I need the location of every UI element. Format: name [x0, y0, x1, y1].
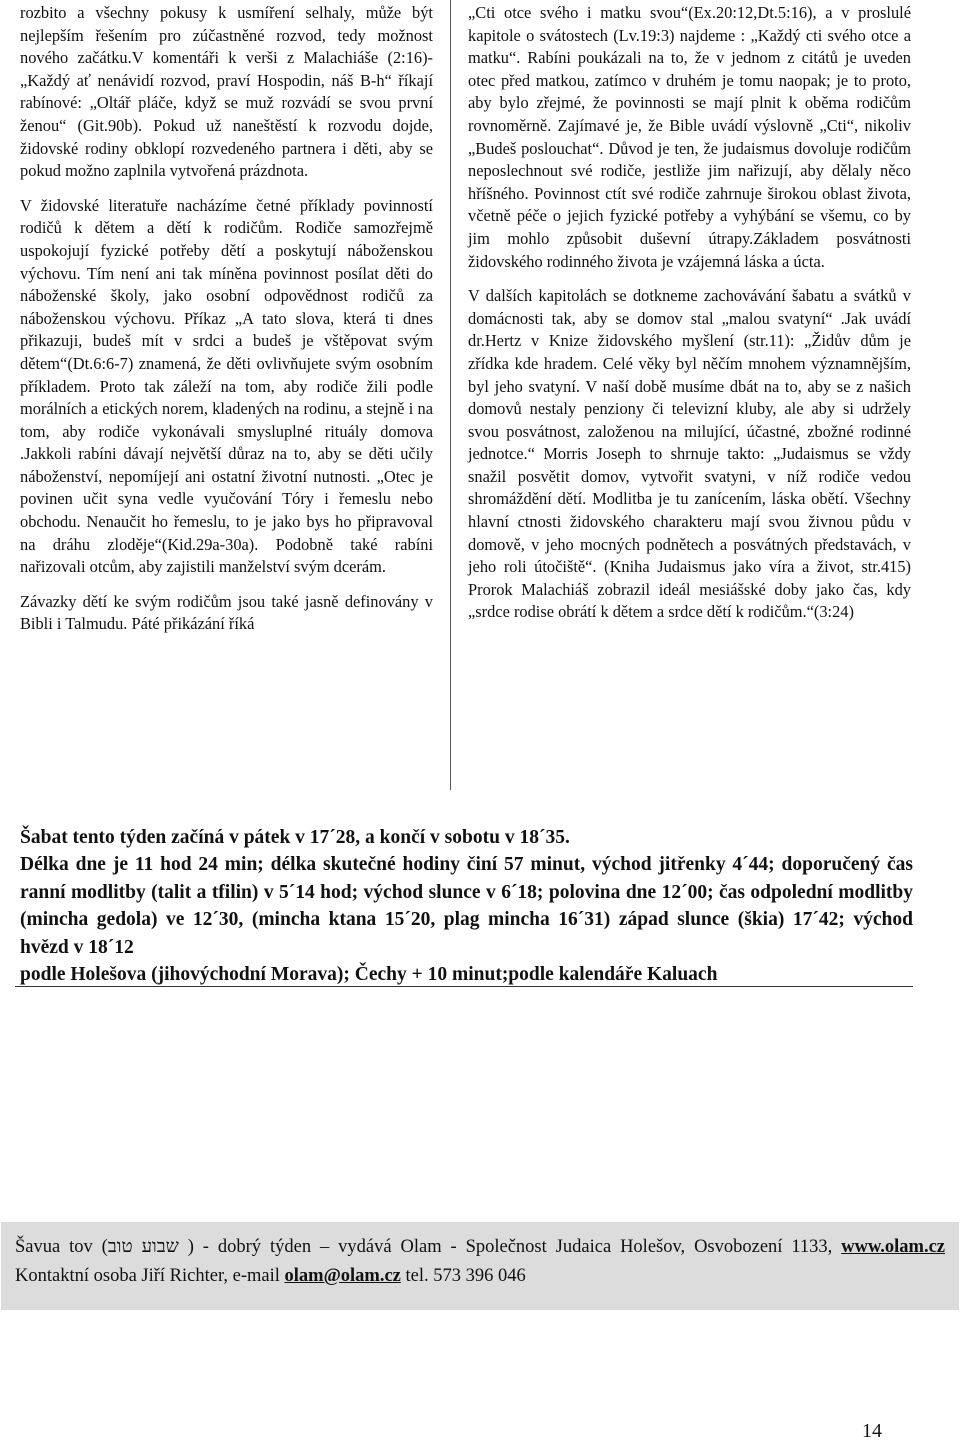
right-text-column	[468, 2, 911, 624]
shabbat-times-block	[20, 824, 913, 988]
left-paragraph-2: V židovské literatuře nacházíme četné příklady povinností rodičů k dětem a dětí k rodičům. Rodiče samozřejmě uspokojují fyzické potřeby dětí a poskytují náboženskou výchovu. Tím není ani tak míněna povinnost posílat děti do náboženské školy, jako osobní odpovědnost rodičů za náboženskou výchovu. Příkaz „A tato slova, která ti dnes přikazuji, budeš mít v srdci a budeš je vštěpovat svým dětem“(Dt.6:6-7) znamená, že děti ovlivňujete svým osobním příkladem. Proto tak záleží na tom, aby rodiče žili podle morálních a etických norem, kladených na rodinu, a stejně i na tom, aby rodiče vykonávali smysluplné rituály domova .Jakkoli rabíni dávají největší důraz na to, aby se děti učily náboženství, nepomíjejí ani ostatní životní nutnosti. „Otec je povinen učit syna vedle vyučování Tóry i řemeslu nebo obchodu. Nenaučit ho řemeslu, to je jako bys ho připravoval na dráhu zloděje“(Kid.29a-30a). Podobně také rabíni nařizovali otcům, aby zajistili manželství svým dcerám.	[20, 195, 433, 577]
right-paragraph-1: „Cti otce svého i matku svou“(Ex.20:12,Dt.5:16), a v proslulé kapitole o svátostech (Lv.19:3) najdeme : „Každý cti svého otce a matku“. Rabíni poukázali na to, že v jednom z citátů je uveden otec před matkou, zatímco v druhém je tomu naopak; je to proto, aby bylo zřejmé, že povinnosti se mají plnit k oběma rodičům rovnoměrně. Zajímavé je, že Bible uvádí výslovně „Cti“, nikoliv „Budeš poslouchat“. Důvod je ten, že judaismus dovoluje rodičům neposlechnout své rodiče, jestliže jim nařizují, aby dělaly něco hříšného. Povinnost ctít své rodiče zahrnuje širokou oblast života, včetně péče o jejich fyzické potřeby a vyhýbání se všemu, co by jim mohlo způsobit duševní útrapy.Základem posvátnosti židovského rodinného života je vzájemná láska a úcta.	[468, 3, 911, 271]
footer-text	[15, 1233, 945, 1291]
footer-hebrew: שבוע טוב	[107, 1237, 179, 1257]
footer-part-3: Kontaktní osoba Jiří Richter, e-mail	[15, 1266, 280, 1286]
shabbat-start-end: Šabat tento týden začíná v pátek v 17´28, a končí v sobotu v 18´35.	[20, 827, 570, 848]
shabbat-day-details: Délka dne je 11 hod 24 min; délka skutečné hodiny činí 57 minut, východ jitřenky 4´44; doporučený čas ranní modlitby (talit a tfilin) v 5´14 hod; východ slunce v 6´18; polovina dne 12´00; čas odpolední modlitby (mincha gedola) ve 12´30, (mincha ktana 15´20, plag mincha 16´31) západ slunce (škia) 17´42; východ hvězd v 18´12	[20, 854, 913, 958]
right-paragraph-2: V dalších kapitolách se dotkneme zachovávání šabatu a svátků v domácnosti tak, aby se domov stal „malou svatyní“ .Jak uvádí dr.Hertz v Knize židovského myšlení (str.11): „Židův dům je zřídka kde hradem. Celé věky byl něčím mnohem významnějším, byl jeho svatyní. V naší době musíme dbát na to, aby se z našich domovů nestaly penziony či televizní kluby, ale aby si udržely svou posvátnost, založenou na milující, účastné, zbožné rodinné jednotce.“ Morris Joseph to shrnuje takto: „Judaismus se vždy snažil posvětit domov, vytvořit svatyni, v níž rodiče vedou shromáždění dětí. Modlitba je tu zanícením, láska obětí. Všechny hlavní ctnosti židovského charakteru mají svou živnou půdu v domově, v jeho mocných podnětech a posvátných představách, v jeho roli útočiště“. (Kniha Judaismus jako víra a život, str.415) Prorok Malachiáš zobrazil ideál mesiášské doby jako čas, kdy „srdce rodise obrátí k dětem a srdce dětí k rodičům.“(3:24)	[468, 286, 911, 622]
column-divider	[450, 0, 451, 790]
footer-part-4: tel. 573 396 046	[405, 1266, 526, 1286]
page-number: 14	[862, 1420, 882, 1442]
website-link[interactable]: www.olam.cz	[841, 1237, 946, 1257]
footer-part-1: Šavua tov (	[15, 1237, 108, 1257]
shabbat-location-note: podle Holešova (jihovýchodní Morava); Čechy + 10 minut;podle kalendáře Kaluach	[20, 964, 718, 986]
left-text-column	[20, 2, 433, 636]
email-link[interactable]: olam@olam.cz	[284, 1266, 401, 1286]
left-paragraph-3: Závazky dětí ke svým rodičům jsou také jasně definovány v Bibli i Talmudu. Páté přikázání říká	[20, 591, 433, 634]
publisher-footer	[1, 1222, 959, 1310]
shabbat-underline-rule	[15, 986, 913, 987]
left-paragraph-1: rozbito a všechny pokusy k usmíření selhaly, může být nejlepším řešením pro zúčastněné rozvod, tedy možnost nového začátku.V komentáři k verši z Malachiáše (2:16)-„Každý ať nenávidí rozvod, praví Hospodin, náš B-h“ říkají rabínové: „Oltář pláče, když se muž rozvádí se svou první ženou“ (Git.90b). Pokud už naneštěstí k rozvodu dojde, židovské rodiny obklopí rozvedeného partnera i děti, aby se pokud možno zaplnila vytvořená prázdnota.	[20, 3, 433, 181]
footer-part-2: ) - dobrý týden – vydává Olam - Společnost Judaica Holešov, Osvobození 1133,	[187, 1237, 833, 1257]
